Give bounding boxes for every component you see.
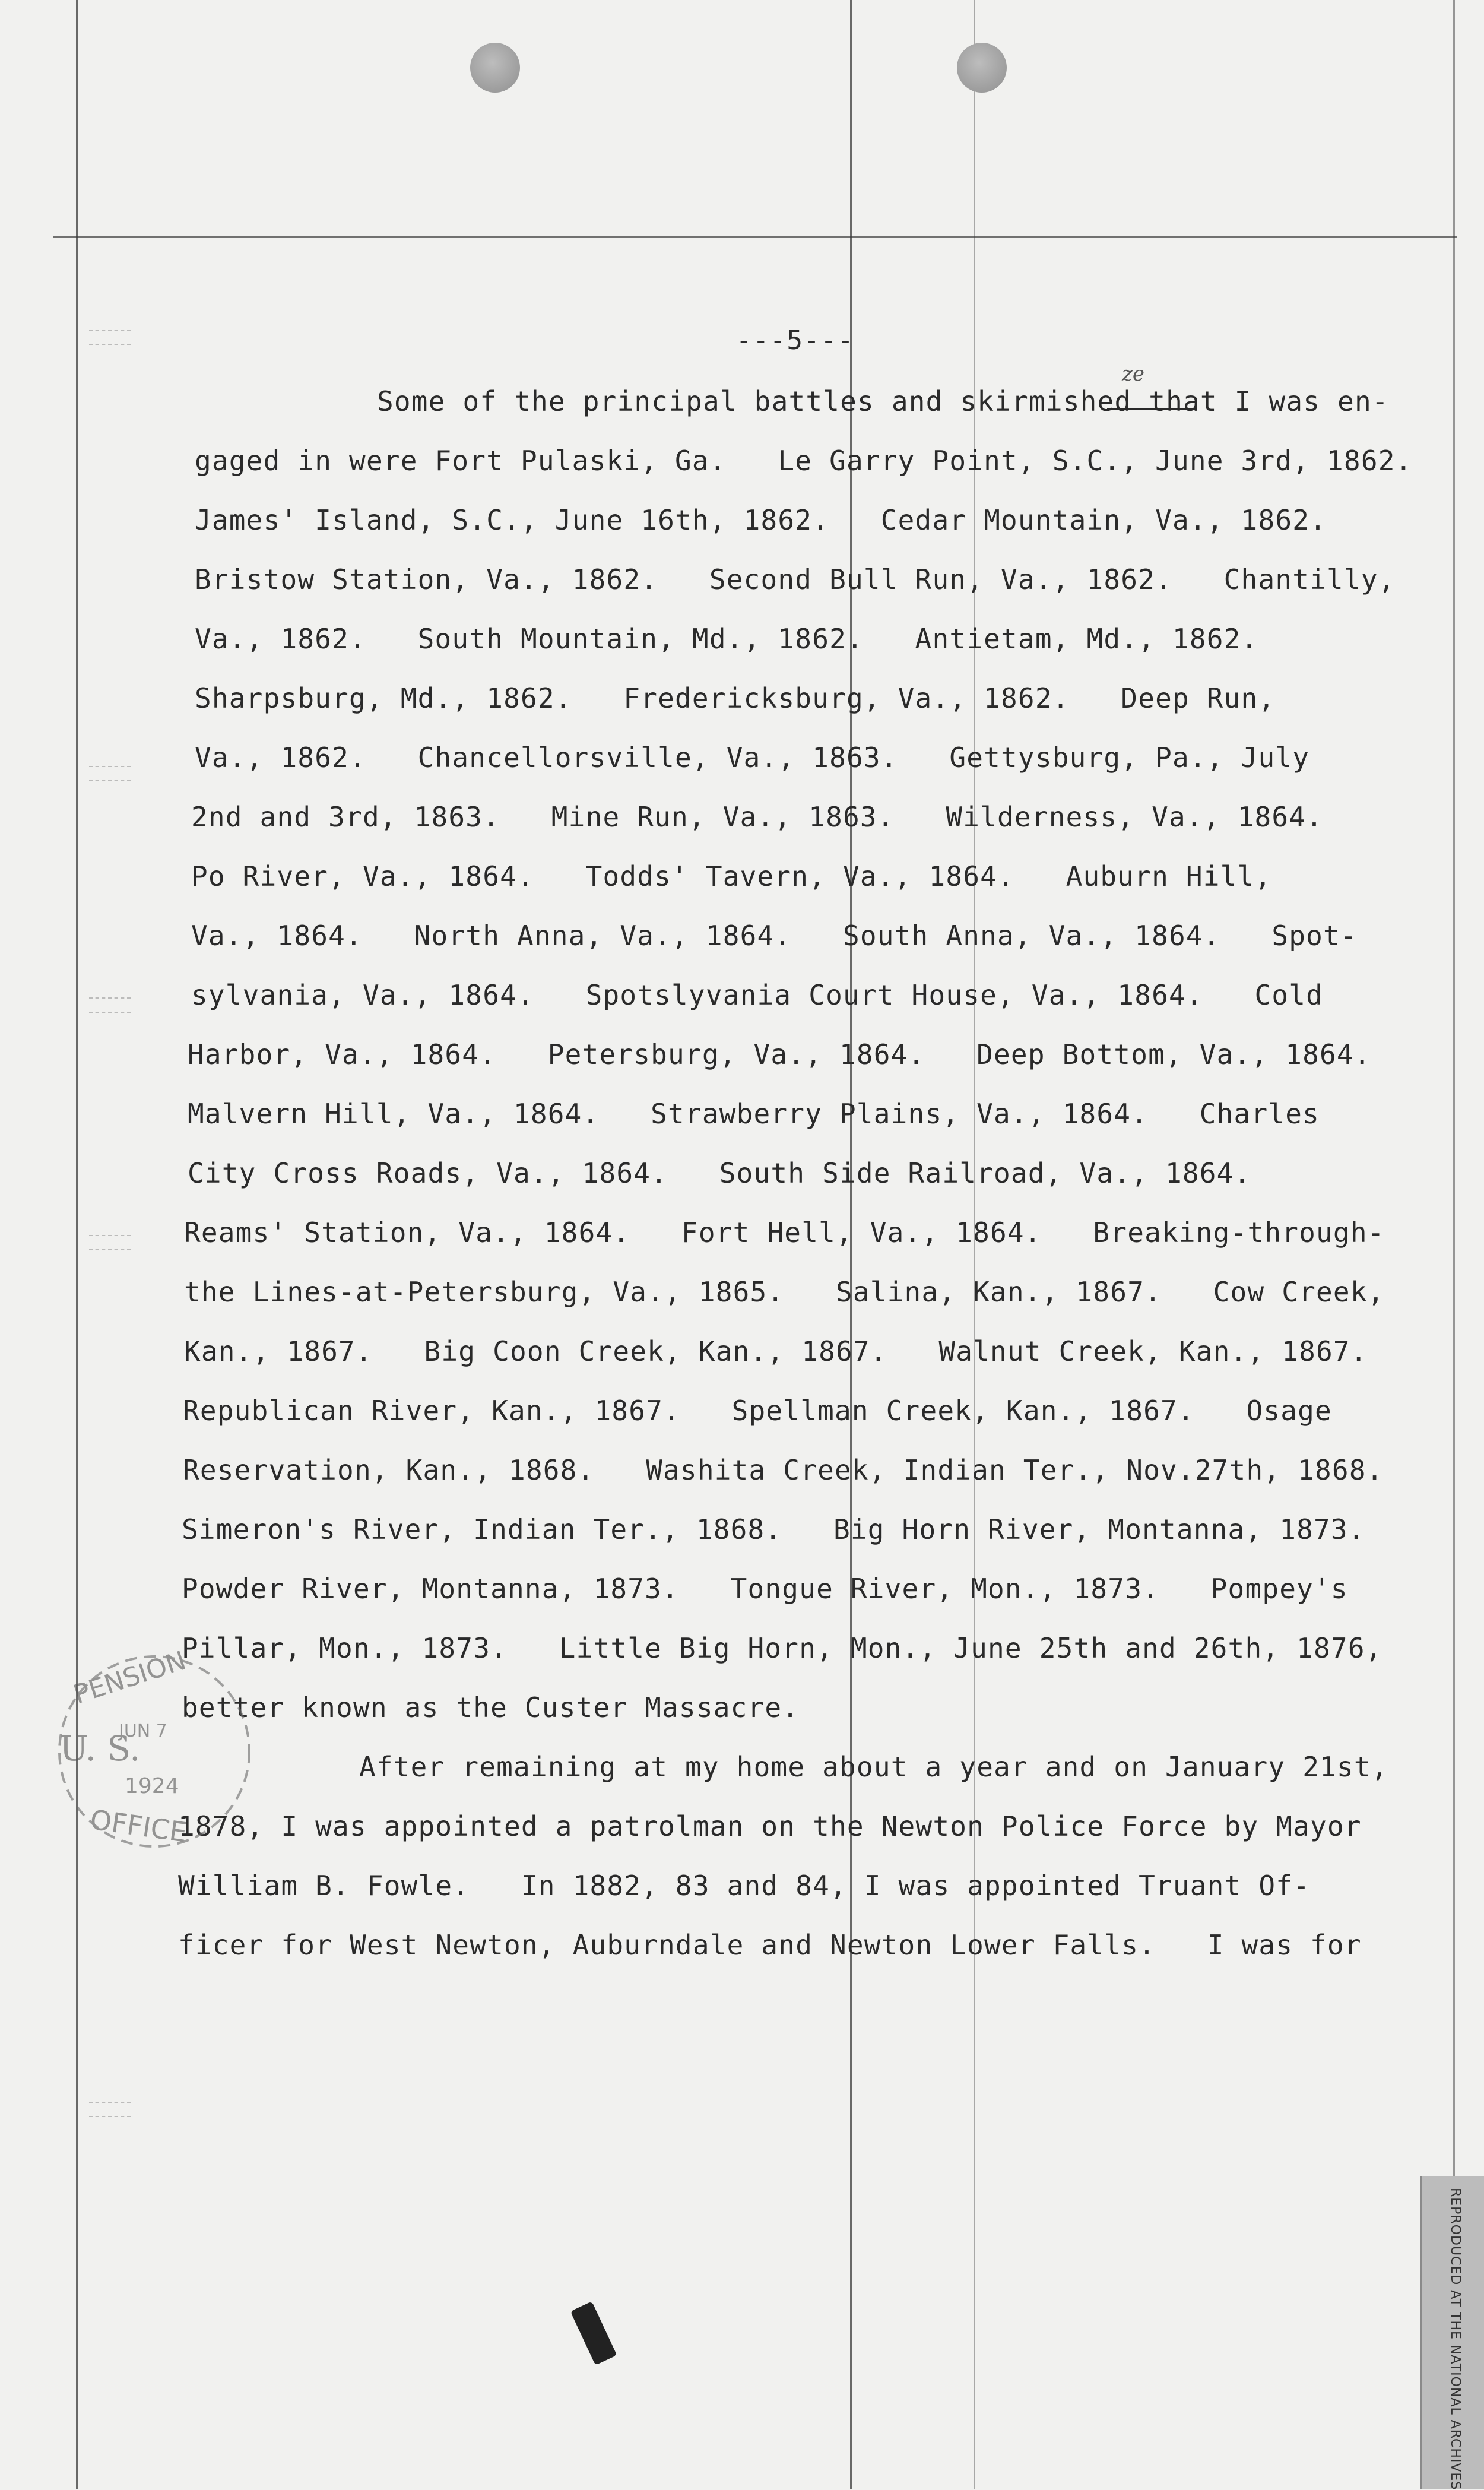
national-archives-label (1420, 2176, 1484, 2489)
text-line: Malvern Hill, Va., 1864. Strawberry Plains, Va., 1864. Charles (188, 1098, 1320, 1130)
text-line: the Lines-at-Petersburg, Va., 1865. Salina, Kan., 1867. Cow Creek, (184, 1276, 1385, 1308)
text-line: 2nd and 3rd, 1863. Mine Run, Va., 1863. Wilderness, Va., 1864. (191, 801, 1324, 833)
punch-hole-left (470, 43, 520, 93)
margin-line-left (76, 0, 78, 2489)
text-line: Harbor, Va., 1864. Petersburg, Va., 1864. Deep Bottom, Va., 1864. (188, 1038, 1371, 1070)
text-line: After remaining at my home about a year and on January 21st, (359, 1751, 1388, 1783)
margin-tick (89, 997, 131, 1013)
text-line: sylvania, Va., 1864. Spotslyvania Court House, Va., 1864. Cold (191, 979, 1324, 1011)
svg-text:1924: 1924 (125, 1774, 179, 1798)
text-line: Va., 1864. North Anna, Va., 1864. South Anna, Va., 1864. Spot- (191, 920, 1358, 952)
text-line: City Cross Roads, Va., 1864. South Side Railroad, Va., 1864. (188, 1157, 1251, 1189)
text-line: Republican River, Kan., 1867. Spellman Creek, Kan., 1867. Osage (183, 1395, 1332, 1427)
margin-tick (89, 1235, 131, 1250)
svg-text:U. S.: U. S. (59, 1728, 141, 1769)
text-line: Po River, Va., 1864. Todds' Tavern, Va., 1864. Auburn Hill, (191, 860, 1272, 892)
margin-line-right (1453, 0, 1455, 2489)
margin-tick (89, 766, 131, 781)
margin-tick (89, 330, 131, 345)
text-line: Va., 1862. Chancellorsville, Va., 1863. Gettysburg, Pa., July (195, 742, 1310, 774)
page-number: ---5--- (736, 325, 855, 356)
text-line: Bristow Station, Va., 1862. Second Bull Run, Va., 1862. Chantilly, (195, 563, 1396, 595)
archive-label-text: REPRODUCED AT THE NATIONAL ARCHIVES (1448, 2188, 1463, 2490)
text-line: Kan., 1867. Big Coon Creek, Kan., 1867. Walnut Creek, Kan., 1867. (184, 1335, 1368, 1367)
handwritten-insertion: ze (1122, 362, 1145, 386)
pension-office-stamp (42, 1651, 267, 1852)
text-line: James' Island, S.C., June 16th, 1862. Cedar Mountain, Va., 1862. (195, 504, 1327, 536)
svg-text:JUN 7: JUN 7 (119, 1721, 167, 1741)
text-line: Simeron's River, Indian Ter., 1868. Big Horn River, Montanna, 1873. (182, 1513, 1365, 1545)
svg-text:OFFICE: OFFICE (88, 1803, 189, 1849)
text-line: 1878, I was appointed a patrolman on the Newton Police Force by Mayor (178, 1810, 1362, 1842)
svg-text:PENSION: PENSION (69, 1651, 190, 1710)
top-border-line (53, 236, 1457, 238)
text-line: Reams' Station, Va., 1864. Fort Hell, Va., 1864. Breaking-through- (184, 1217, 1385, 1249)
text-line: ficer for West Newton, Auburndale and Newton Lower Falls. I was for (178, 1929, 1362, 1961)
text-line: gaged in were Fort Pulaski, Ga. Le Garry Point, S.C., June 3rd, 1862. (195, 445, 1413, 477)
text-line: Some of the principal battles and skirmished that I was en- (377, 385, 1389, 417)
text-line: Powder River, Montanna, 1873. Tongue River, Mon., 1873. Pompey's (182, 1573, 1348, 1605)
text-line: Va., 1862. South Mountain, Md., 1862. Antietam, Md., 1862. (195, 623, 1258, 655)
ink-mark (570, 2301, 617, 2365)
text-line: Reservation, Kan., 1868. Washita Creek, Indian Ter., Nov.27th, 1868. (183, 1454, 1384, 1486)
text-line: William B. Fowle. In 1882, 83 and 84, I was appointed Truant Of- (178, 1870, 1311, 1902)
text-line: better known as the Custer Massacre. (182, 1691, 800, 1724)
punch-hole-right (957, 43, 1007, 93)
text-line: Pillar, Mon., 1873. Little Big Horn, Mon., June 25th and 26th, 1876, (182, 1632, 1382, 1664)
margin-tick (89, 2102, 131, 2117)
text-line: Sharpsburg, Md., 1862. Fredericksburg, Va., 1862. Deep Run, (195, 682, 1276, 714)
